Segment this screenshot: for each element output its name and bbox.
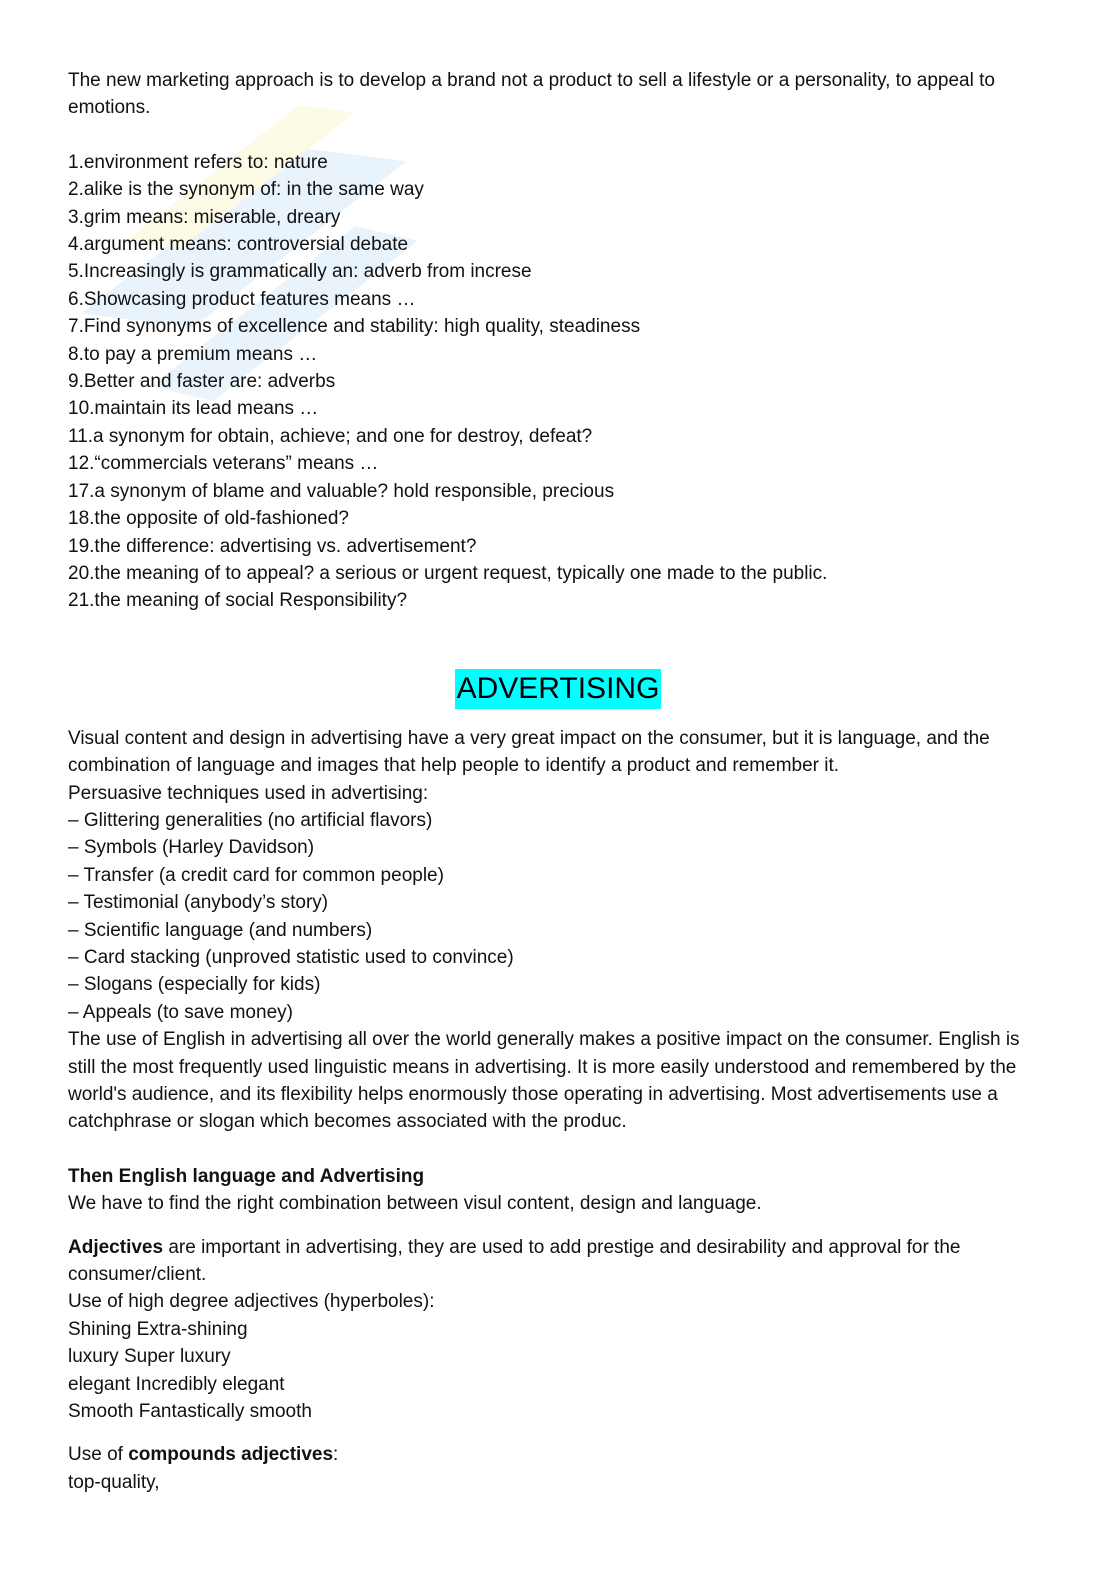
compounds-suffix: : <box>333 1444 339 1466</box>
question-item: 3.grim means: miserable, dreary <box>68 206 341 228</box>
technique-item: – Card stacking (unproved statistic used to convince) <box>68 946 514 968</box>
question-item: 19.the difference: advertising vs. advertisement? <box>68 535 477 557</box>
question-item: 17.a synonym of blame and valuable? hold responsible, precious <box>68 480 615 502</box>
subheading <box>68 1163 1048 1190</box>
adjectives-paragraph <box>68 1234 1048 1289</box>
document-page <box>68 67 1048 1496</box>
question-item: 1.environment refers to: nature <box>68 151 328 173</box>
subheading-text: Then English language and Advertising <box>68 1165 425 1187</box>
technique-item: – Appeals (to save money) <box>68 1001 293 1023</box>
question-item: 10.maintain its lead means … <box>68 398 319 420</box>
question-item: 5.Increasingly is grammatically an: adverb from increse <box>68 261 532 283</box>
question-item: 7.Find synonyms of excellence and stability: high quality, steadiness <box>68 316 641 338</box>
section-heading-wrap <box>68 669 1048 713</box>
technique-item: – Slogans (especially for kids) <box>68 974 321 996</box>
question-item: 12.“commercials veterans” means … <box>68 453 379 475</box>
technique-item: – Transfer (a credit card for common people) <box>68 864 444 886</box>
question-item: 9.Better and faster are: adverbs <box>68 371 336 393</box>
technique-item: – Glittering generalities (no artificial flavors) <box>68 809 433 831</box>
visual-paragraph: Visual content and design in advertising have a very great impact on the consumer, but it is language, and the combination of language and images that help people to identify a product and remember it. <box>68 727 990 777</box>
compounds-line <box>68 1441 1048 1468</box>
technique-item: – Testimonial (anybody’s story) <box>68 892 329 914</box>
question-item: 6.Showcasing product features means … <box>68 288 416 310</box>
question-item: 4.argument means: controversial debate <box>68 234 409 256</box>
hyperbole-item: elegant Incredibly elegant <box>68 1373 285 1395</box>
hyperbole-item: luxury Super luxury <box>68 1346 231 1368</box>
adjectives-rest: are important in advertising, they are used to add prestige and desirability and approval for the consumer/client. <box>68 1236 961 1286</box>
section-heading: ADVERTISING <box>455 669 662 709</box>
adjectives-bold: Adjectives <box>68 1236 164 1258</box>
question-item: 18.the opposite of old-fashioned? <box>68 508 349 530</box>
question-item: 11.a synonym for obtain, achieve; and one for destroy, defeat? <box>68 425 593 447</box>
combination-line: We have to find the right combination between visul content, design and language. <box>68 1193 762 1215</box>
hyperboles-list <box>68 1316 1048 1426</box>
hyperbole-item: Shining Extra-shining <box>68 1318 248 1340</box>
intro-paragraph: The new marketing approach is to develop a brand not a product to sell a lifestyle or a personality, to appeal to emotions. <box>68 70 995 119</box>
last-line: top-quality, <box>68 1471 160 1493</box>
compounds-bold: compounds adjectives <box>128 1444 334 1466</box>
hyperboles-intro: Use of high degree adjectives (hyperboles): <box>68 1291 435 1313</box>
question-item: 8.to pay a premium means … <box>68 343 318 365</box>
question-list <box>68 149 1048 615</box>
technique-item: – Scientific language (and numbers) <box>68 919 373 941</box>
techniques-intro: Persuasive techniques used in advertising: <box>68 782 429 804</box>
english-paragraph: The use of English in advertising all over the world generally makes a positive impact on the consumer. English is still the most frequently used linguistic means in advertising. It is more easily understood and remembered by the world's audience, and its flexibility helps enormously those operating in advertising. Most advertisements use a catchphrase or slogan which becomes associated with the produc. <box>68 1029 1020 1133</box>
question-item: 20.the meaning of to appeal? a serious or urgent request, typically one made to the public. <box>68 562 828 584</box>
question-item: 2.alike is the synonym of: in the same way <box>68 179 424 201</box>
techniques-list <box>68 807 1048 1026</box>
question-item: 21.the meaning of social Responsibility? <box>68 590 408 612</box>
compounds-prefix: Use of <box>68 1444 129 1466</box>
hyperbole-item: Smooth Fantastically smooth <box>68 1401 312 1423</box>
technique-item: – Symbols (Harley Davidson) <box>68 837 315 859</box>
